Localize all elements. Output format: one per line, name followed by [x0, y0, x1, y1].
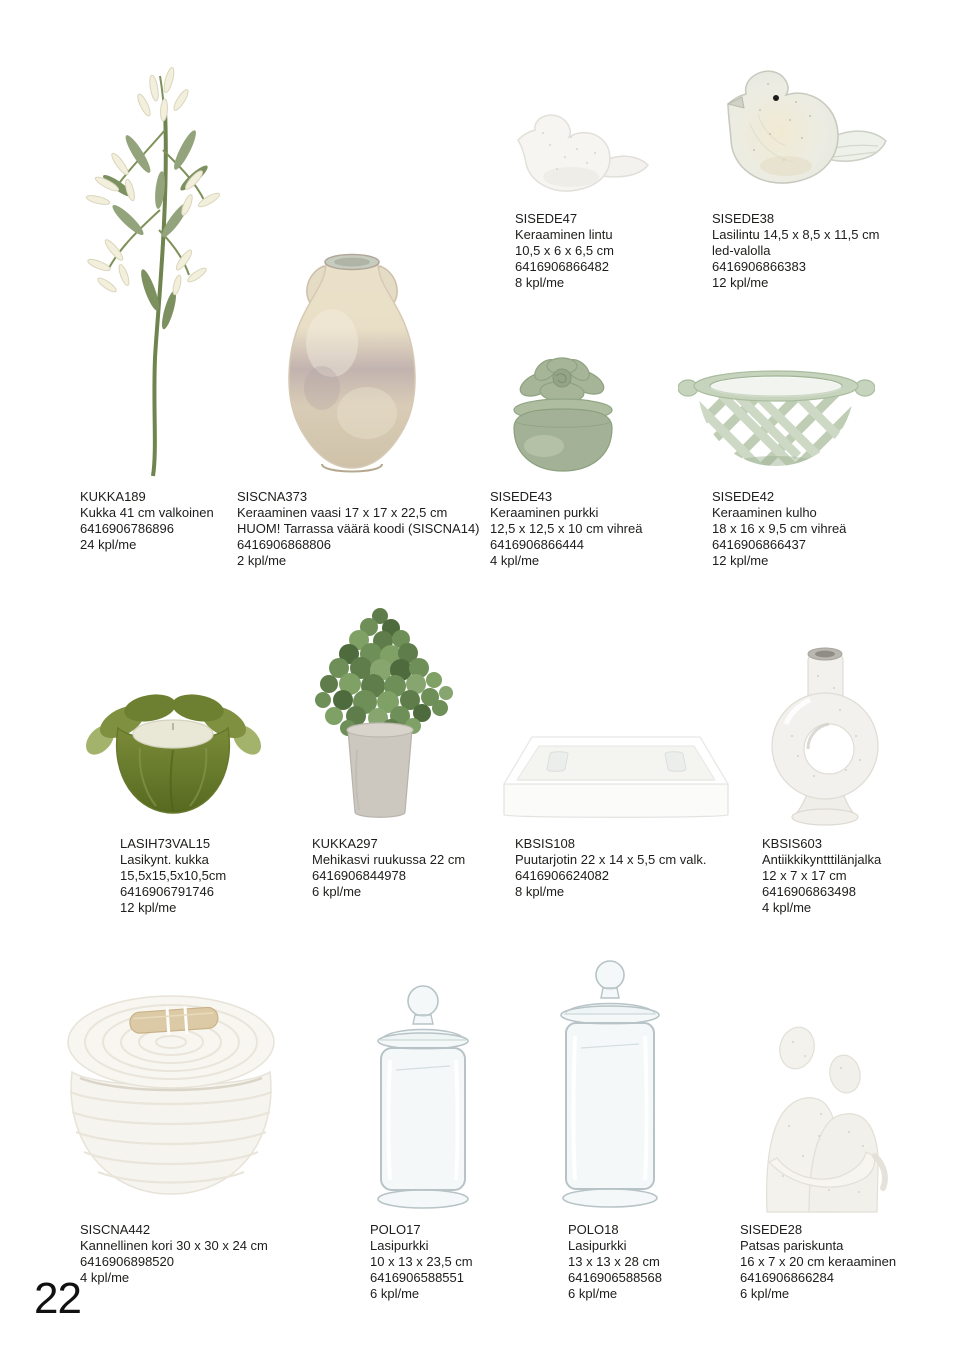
product-qty: 24 kpl/me	[80, 537, 137, 552]
product-image-polo18	[553, 956, 667, 1214]
product-code: SISEDE42	[712, 489, 775, 504]
product-line: 12,5 x 12,5 x 10 cm vihreä	[490, 521, 643, 536]
product-line: Keraaminen kulho	[712, 505, 817, 520]
lattice-bowl-illustration	[678, 356, 875, 480]
product-info-kbsis108	[515, 836, 706, 900]
product-code: KUKKA297	[312, 836, 378, 851]
product-image-sisede43	[498, 350, 628, 480]
product-line: 16 x 7 x 20 cm keraaminen	[740, 1254, 897, 1269]
product-info-polo17	[370, 1222, 473, 1302]
product-code: SISCNA373	[237, 489, 308, 504]
product-line: Mehikasvi ruukussa 22 cm	[312, 852, 466, 867]
product-line: Lasikynt. kukka	[120, 852, 209, 867]
product-qty: 6 kpl/me	[740, 1286, 790, 1301]
page-number: 22	[34, 1274, 81, 1323]
product-ean: 6416906791746	[120, 884, 214, 899]
product-ean: 6416906866437	[712, 537, 806, 552]
product-line: HUOM! Tarrassa väärä koodi (SISCNA14)	[237, 521, 480, 536]
product-line: Patsas pariskunta	[740, 1238, 844, 1253]
product-code: LASIH73VAL15	[120, 836, 211, 851]
product-code: KBSIS108	[515, 836, 575, 851]
product-code: POLO18	[568, 1222, 619, 1237]
product-info-siscna442	[80, 1222, 268, 1286]
product-line: Keraaminen vaasi 17 x 17 x 22,5 cm	[237, 505, 448, 520]
product-ean: 6416906588568	[568, 1270, 662, 1285]
product-line: 13 x 13 x 28 cm	[568, 1254, 660, 1269]
product-qty: 4 kpl/me	[762, 900, 812, 915]
product-info-sisede38	[712, 211, 879, 291]
product-image-siscna442	[50, 980, 292, 1218]
green-jar-illustration	[498, 350, 628, 480]
product-ean: 6416906624082	[515, 868, 609, 883]
product-line: 10,5 x 6 x 6,5 cm	[515, 243, 614, 258]
product-line: 18 x 16 x 9,5 cm vihreä	[712, 521, 847, 536]
product-line: Keraaminen lintu	[515, 227, 613, 242]
product-qty: 8 kpl/me	[515, 884, 565, 899]
product-info-sisede47	[515, 211, 614, 291]
product-info-siscna373	[237, 489, 480, 569]
product-code: SISEDE28	[740, 1222, 803, 1237]
product-image-kbsis603	[748, 636, 900, 828]
product-line: 10 x 13 x 23,5 cm	[370, 1254, 473, 1269]
ring-candle-holder-illustration	[748, 636, 900, 828]
product-ean: 6416906863498	[762, 884, 856, 899]
couple-statue-illustration	[733, 1016, 900, 1214]
product-line: Kukka 41 cm valkoinen	[80, 505, 214, 520]
product-ean: 6416906844978	[312, 868, 406, 883]
product-qty: 6 kpl/me	[370, 1286, 420, 1301]
product-code: SISEDE38	[712, 211, 775, 226]
product-image-kukka297	[295, 600, 465, 828]
glass-jar-tall-illustration	[553, 956, 667, 1214]
product-qty: 12 kpl/me	[712, 275, 769, 290]
ceramic-vase-illustration	[262, 248, 442, 480]
product-code: KUKKA189	[80, 489, 146, 504]
product-line: Lasipurkki	[568, 1238, 627, 1253]
product-ean: 6416906898520	[80, 1254, 174, 1269]
flower-white-illustration	[68, 58, 240, 482]
product-info-kbsis603	[762, 836, 881, 916]
product-qty: 12 kpl/me	[712, 553, 769, 568]
product-code: SISEDE43	[490, 489, 553, 504]
product-qty: 4 kpl/me	[490, 553, 540, 568]
product-image-sisede47	[505, 105, 655, 205]
wooden-tray-illustration	[498, 724, 735, 826]
succulent-pot-illustration	[295, 600, 465, 828]
product-image-sisede42	[678, 356, 875, 480]
product-ean: 6416906588551	[370, 1270, 464, 1285]
product-code: SISEDE47	[515, 211, 578, 226]
product-info-kukka189	[80, 489, 214, 553]
product-qty: 2 kpl/me	[237, 553, 287, 568]
product-info-sisede42	[712, 489, 846, 569]
product-line: Lasipurkki	[370, 1238, 429, 1253]
product-line: Lasilintu 14,5 x 8,5 x 11,5 cm	[712, 227, 880, 242]
product-qty: 6 kpl/me	[568, 1286, 618, 1301]
product-line: led-valolla	[712, 243, 771, 258]
product-code: KBSIS603	[762, 836, 822, 851]
product-qty: 4 kpl/me	[80, 1270, 130, 1285]
glass-bird-illustration	[698, 64, 895, 206]
product-ean: 6416906866444	[490, 537, 584, 552]
product-image-sisede38	[698, 64, 895, 206]
product-info-sisede43	[490, 489, 642, 569]
product-ean: 6416906868806	[237, 537, 331, 552]
product-ean: 6416906866383	[712, 259, 806, 274]
product-image-lasih73val15	[80, 668, 266, 826]
product-code: SISCNA442	[80, 1222, 151, 1237]
product-qty: 6 kpl/me	[312, 884, 362, 899]
product-ean: 6416906786896	[80, 521, 174, 536]
product-info-kukka297	[312, 836, 465, 900]
glass-jar-small-illustration	[360, 980, 486, 1214]
product-info-polo18	[568, 1222, 662, 1302]
product-image-kbsis108	[498, 724, 735, 826]
ceramic-bird-illustration	[505, 105, 655, 205]
product-line: 15,5x15,5x10,5cm	[120, 868, 227, 883]
product-image-kukka189	[68, 58, 240, 482]
product-line: Keraaminen purkki	[490, 505, 599, 520]
product-image-polo17	[360, 980, 486, 1214]
product-line: 12 x 7 x 17 cm	[762, 868, 847, 883]
rope-basket-illustration	[50, 980, 292, 1218]
product-line: Antiikkikyntttilänjalka	[762, 852, 882, 867]
product-info-lasih73val15	[120, 836, 226, 916]
product-line: Kannellinen kori 30 x 30 x 24 cm	[80, 1238, 268, 1253]
product-ean: 6416906866284	[740, 1270, 834, 1285]
product-ean: 6416906866482	[515, 259, 609, 274]
product-line: Puutarjotin 22 x 14 x 5,5 cm valk.	[515, 852, 707, 867]
product-code: POLO17	[370, 1222, 421, 1237]
glass-flower-candle-illustration	[80, 668, 266, 826]
product-qty: 8 kpl/me	[515, 275, 565, 290]
product-info-sisede28	[740, 1222, 896, 1302]
product-image-sisede28	[733, 1016, 900, 1214]
product-qty: 12 kpl/me	[120, 900, 177, 915]
product-image-siscna373	[262, 248, 442, 480]
